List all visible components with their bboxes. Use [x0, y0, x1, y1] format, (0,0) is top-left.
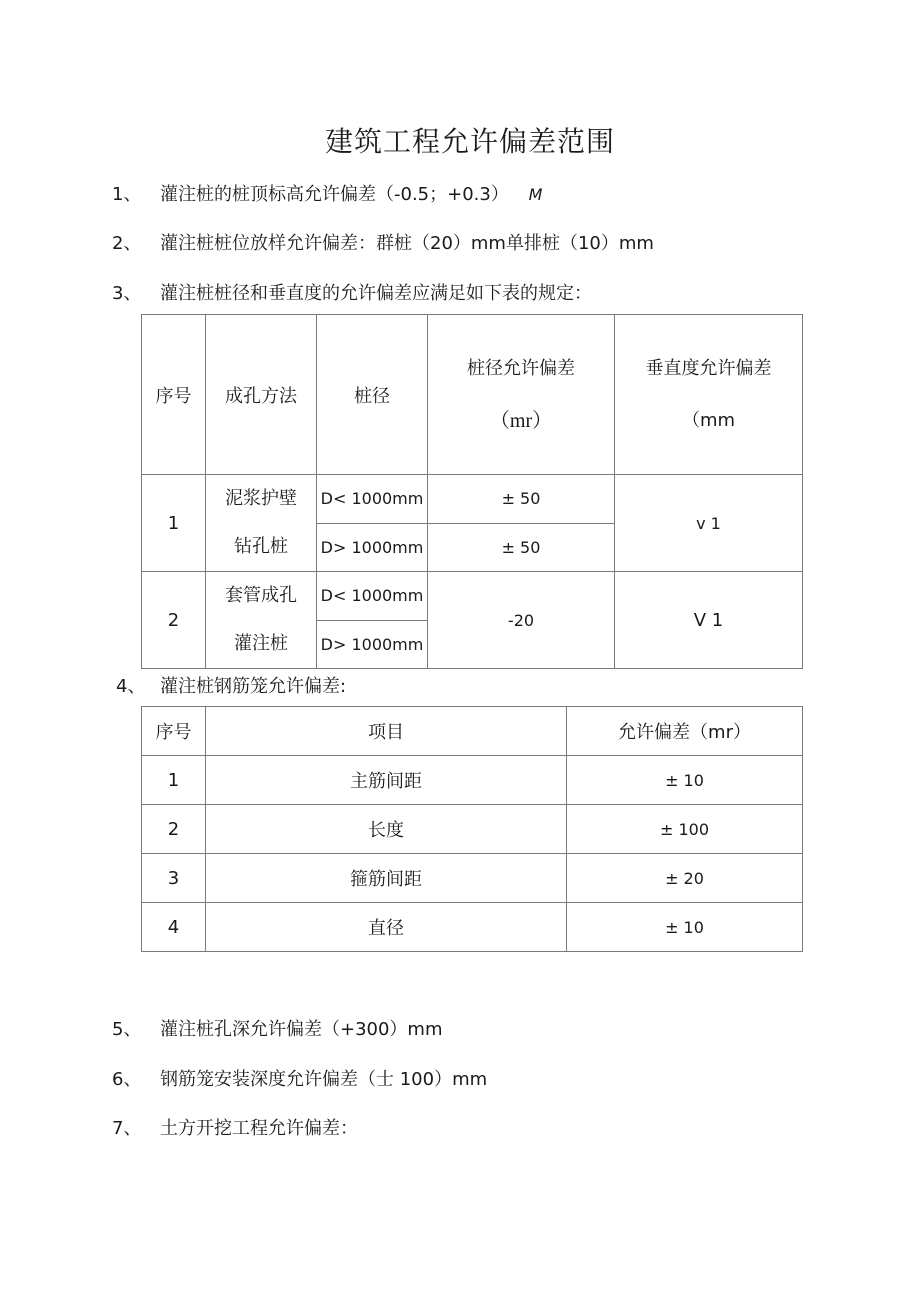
header-verticality-tolerance-title: 垂直度允许偏差 [645, 357, 772, 379]
item-text: 灌注桩桩径和垂直度的允许偏差应满足如下表的规定： [160, 283, 592, 304]
row2-diameter-b: D> 1000mm [317, 620, 428, 669]
table-row [142, 903, 803, 952]
item-text: 灌注桩桩位放样允许偏差：群桩（20）mm单排桩（10）mm [160, 233, 654, 254]
cell-seq: 4 [142, 903, 206, 952]
list-item [112, 1114, 812, 1140]
cell-item: 长度 [206, 805, 567, 854]
row1-tolerance-a: ± 50 [428, 475, 615, 524]
item-number: 1、 [112, 184, 142, 205]
header-verticality-tolerance [615, 315, 803, 475]
row1-diameter-a: D< 1000mm [317, 475, 428, 524]
cell-seq: 2 [142, 805, 206, 854]
cell-item: 箍筋间距 [206, 854, 567, 903]
header-diameter-tolerance [428, 315, 615, 475]
item-text: 灌注桩孔深允许偏差（+300）mm [160, 1019, 443, 1040]
item-text: 钢筋笼安装深度允许偏差（士 100）mm [160, 1069, 488, 1090]
item-unit: M [528, 185, 543, 204]
table-header-row [142, 707, 803, 756]
list-item [112, 1015, 812, 1041]
header-item: 项目 [206, 707, 567, 756]
table-row [142, 854, 803, 903]
item-number: 4、 [116, 676, 146, 697]
cell-tolerance: ± 100 [567, 805, 803, 854]
cell-tolerance: ± 10 [567, 756, 803, 805]
header-seq: 序号 [142, 315, 206, 475]
item-number: 7、 [112, 1118, 142, 1139]
table-header-row [142, 315, 803, 475]
row1-verticality: v 1 [615, 475, 803, 572]
item-text [160, 180, 542, 206]
header-seq: 序号 [142, 707, 206, 756]
cell-seq: 1 [142, 756, 206, 805]
cell-tolerance: ± 20 [567, 854, 803, 903]
row1-diameter-b: D> 1000mm [317, 523, 428, 572]
row2-seq: 2 [142, 572, 206, 669]
item-text-body: 灌注桩的桩顶标高允许偏差（-0.5；+0.3） [160, 184, 509, 205]
item-number: 6、 [112, 1069, 142, 1090]
row2-method-line1: 套管成孔 [225, 585, 297, 606]
list-item [112, 180, 812, 206]
item-number: 2、 [112, 233, 142, 254]
cell-tolerance: ± 10 [567, 903, 803, 952]
header-method: 成孔方法 [206, 315, 317, 475]
header-verticality-tolerance-unit: （mm [681, 409, 736, 431]
list-item [112, 1065, 812, 1091]
cell-seq: 3 [142, 854, 206, 903]
row1-seq: 1 [142, 475, 206, 572]
row1-method-line1: 泥浆护壁 [225, 488, 297, 509]
item-number: 3、 [112, 283, 142, 304]
header-diameter: 桩径 [317, 315, 428, 475]
item-number: 5、 [112, 1019, 142, 1040]
row2-tolerance: -20 [428, 572, 615, 669]
table-row [142, 756, 803, 805]
row2-verticality: V 1 [615, 572, 803, 669]
list-item [116, 672, 816, 698]
cell-item: 直径 [206, 903, 567, 952]
row2-diameter-a: D< 1000mm [317, 572, 428, 621]
row1-method [206, 475, 317, 572]
item-text: 土方开挖工程允许偏差： [160, 1118, 358, 1139]
table-row [142, 805, 803, 854]
table-row [142, 475, 803, 524]
pile-diameter-verticality-table [141, 314, 803, 669]
row2-method-line2: 灌注桩 [234, 633, 288, 654]
rebar-cage-tolerance-table [141, 706, 803, 952]
header-tolerance: 允许偏差（mr） [567, 707, 803, 756]
cell-item: 主筋间距 [206, 756, 567, 805]
row1-method-line2: 钻孔桩 [234, 536, 288, 557]
row2-method [206, 572, 317, 669]
list-item [112, 229, 812, 255]
row1-tolerance-b: ± 50 [428, 523, 615, 572]
item-text: 灌注桩钢筋笼允许偏差: [160, 676, 347, 697]
table-row [142, 572, 803, 621]
list-item [112, 279, 812, 305]
page-title: 建筑工程允许偏差范围 [324, 125, 615, 158]
header-diameter-tolerance-unit: （mr） [489, 409, 553, 432]
header-diameter-tolerance-title: 桩径允许偏差 [467, 357, 575, 379]
